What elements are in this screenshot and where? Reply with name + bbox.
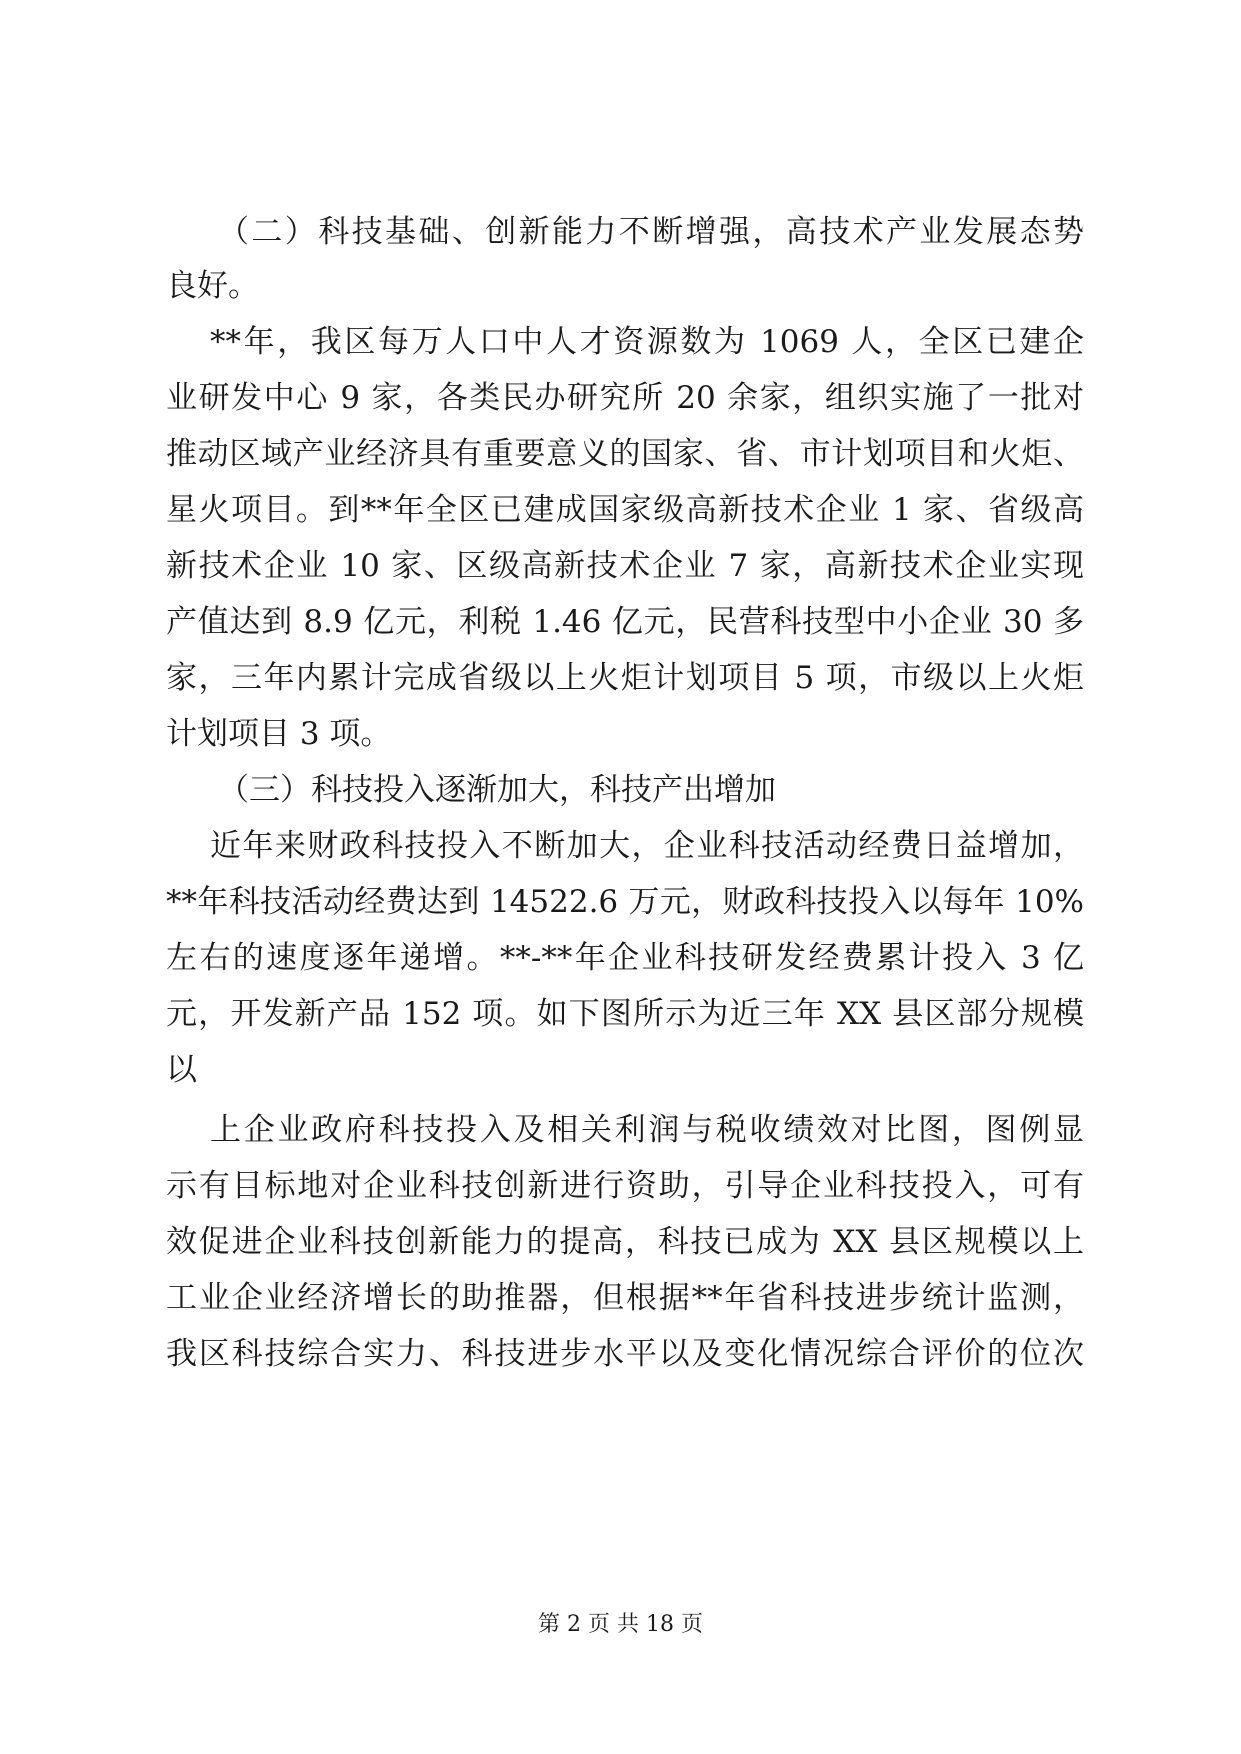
paragraph-line: 左右的速度逐年递增。**-**年企业科技研发经费累计投入 3 亿 <box>166 940 1084 976</box>
paragraph-line: 推动区域产业经济具有重要意义的国家、省、市计划项目和火炬、 <box>166 436 1084 472</box>
paragraph-line: 元，开发新产品 152 项。如下图所示为近三年 XX 县区部分规模 <box>166 996 1084 1032</box>
paragraph-line: 新技术企业 10 家、区级高新技术企业 7 家，高新技术企业实现 <box>166 548 1084 584</box>
paragraph-line: 我区科技综合实力、科技进步水平以及变化情况综合评价的位次 <box>166 1336 1084 1372</box>
heading-section-3: （三）科技投入逐渐加大，科技产出增加 <box>218 772 776 808</box>
page-footer: 第 2 页 共 18 页 <box>538 1612 703 1637</box>
paragraph-line: 近年来财政科技投入不断加大，企业科技活动经费日益增加， <box>210 828 1084 864</box>
paragraph-line: 效促进企业科技创新能力的提高，科技已成为 XX 县区规模以上 <box>166 1224 1084 1260</box>
paragraph-line: 家，三年内累计完成省级以上火炬计划项目 5 项，市级以上火炬 <box>166 660 1084 696</box>
paragraph-line: 产值达到 8.9 亿元，利税 1.46 亿元，民营科技型中小企业 30 多 <box>166 604 1084 640</box>
paragraph-line: 业研发中心 9 家，各类民办研究所 20 余家，组织实施了一批对 <box>166 380 1084 416</box>
paragraph-line: 上企业政府科技投入及相关利润与税收绩效对比图，图例显 <box>210 1112 1084 1148</box>
paragraph-line: 示有目标地对企业科技创新进行资助，引导企业科技投入，可有 <box>166 1168 1084 1204</box>
paragraph-line: 工业企业经济增长的助推器，但根据**年省科技进步统计监测， <box>166 1280 1084 1316</box>
paragraph-line: 以 <box>166 1052 197 1088</box>
heading-section-2-line-1: （二）科技基础、创新能力不断增强，高技术产业发展态势 <box>218 214 1084 250</box>
paragraph-line: 计划项目 3 项。 <box>166 716 392 752</box>
paragraph-line: **年科技活动经费达到 14522.6 万元，财政科技投入以每年 10% <box>166 884 1084 920</box>
paragraph-line: 星火项目。到**年全区已建成国家级高新技术企业 1 家、省级高 <box>166 492 1084 528</box>
heading-section-2-line-2: 良好。 <box>166 268 259 304</box>
paragraph-line: **年，我区每万人口中人才资源数为 1069 人，全区已建企 <box>210 324 1084 360</box>
